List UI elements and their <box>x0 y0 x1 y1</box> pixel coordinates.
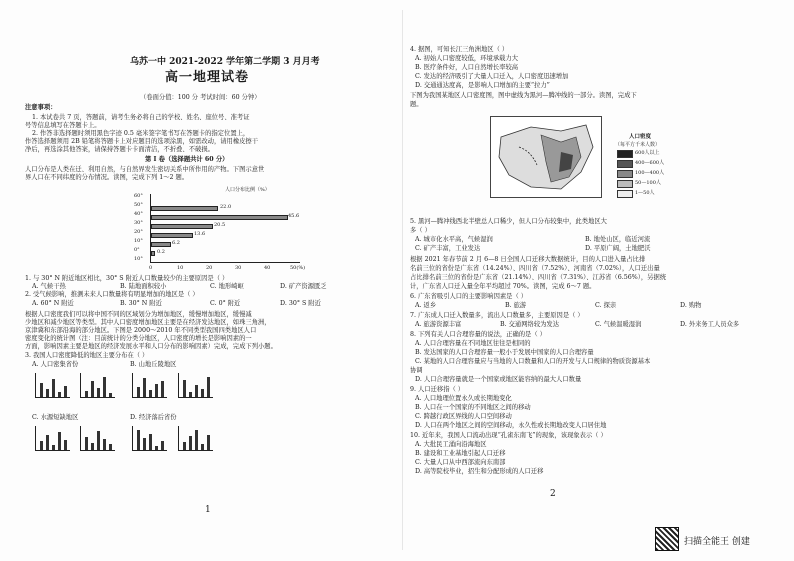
chart-ytick: 60° <box>134 193 143 199</box>
question-6: 6. 广东省吸引人口的主要影响因素是（ ） <box>410 293 528 300</box>
q1-option-a: A. 气候干热 <box>32 283 66 290</box>
chart-value-label: 45.6 <box>288 213 300 219</box>
chart-ytick: 40° <box>134 211 143 217</box>
question-8: 8. 下列有关人口合理容量的说法，正确的是（ ） <box>410 331 546 338</box>
legend-label: 1—50人 <box>635 190 655 196</box>
school-title: 乌苏一中 2021-2022 学年第二学期 3 月月考 <box>130 57 320 67</box>
paragraph-line: 方面，影响因素主要是地区的经济发展水平和人口分布的影响因素）完成，完成下列小题。 <box>25 343 277 350</box>
q5-option-c: C. 矿产丰富，工业发达 <box>415 245 481 252</box>
q9-option-a: A. 人口地理位置永久或长期地变化 <box>415 395 512 402</box>
question-2: 2. 受气候影响，推测未来人口数量将有明显增加的地区是（ ） <box>25 291 199 298</box>
q5-option-d: D. 平原广阔，土地肥沃 <box>585 245 651 252</box>
q8-option-a: A. 人口合理容量在不同地区往往是相同的 <box>415 340 531 347</box>
mini-chart-d2 <box>178 426 213 451</box>
chart-xtick: 50(%) <box>290 265 306 271</box>
chart-value-label: 0.2 <box>157 249 165 255</box>
question-9: 9. 人口迁移指（ ） <box>410 386 465 393</box>
map-legend <box>615 133 690 203</box>
q9-option-d: D. 人口在两个地区之间的空间移动，永久性或长期地改变人口居住地 <box>415 422 607 429</box>
mini-chart-a <box>35 373 70 398</box>
paragraph-line: 名前三位的省份是广东省（14.24%）、四川省（7.52%）、河南省（7.02%），人口迁出量 <box>410 265 660 272</box>
exam-info: （卷面分值：100 分 考试时间：60 分钟） <box>140 94 261 101</box>
q8-option-d: D. 人口合理容量就是一个国家或地区能容纳的最大人口数量 <box>415 376 582 383</box>
chart-xtick: 40 <box>264 265 271 271</box>
q1-option-c: C. 地形崎岖 <box>210 283 244 290</box>
q10-option-d: D. 高等院校毕业，招生和分配形成的人口迁移 <box>415 468 544 475</box>
chart-value-label: 22.0 <box>220 204 232 210</box>
chart-bar <box>151 224 213 229</box>
q7-option-b: B. 交通网络较为发达 <box>500 321 560 328</box>
q10-option-a: A. 大批民工涌向沿海地区 <box>415 441 487 448</box>
mini-chart-c <box>35 426 70 451</box>
page-number-right: 2 <box>550 489 556 499</box>
q3-option-a: A. 人口密集省份 <box>32 361 79 368</box>
legend-swatch <box>617 190 633 198</box>
question-7: 7. 广东成人口迁入数量多，流出人口数量多，主要原因是（ ） <box>410 312 584 319</box>
chart-bar <box>151 251 155 256</box>
q2-option-b: B. 30° N 附近 <box>120 300 162 307</box>
note-line: 1. 本试卷共 7 页，答题前，请考生务必将自己的学校、姓名、座位号、准考证 <box>32 114 250 121</box>
chart-xtick: 30 <box>235 265 242 271</box>
intro-5: 下图为我国某地区人口密度图，图中虚线为黑河—腾冲线的一部分。读图，完成下 <box>410 92 637 99</box>
chart-bar <box>151 242 171 247</box>
legend-swatch <box>617 150 633 158</box>
q3-option-b: B. 山地丘陵地区 <box>130 361 177 368</box>
chart-xtick: 20 <box>206 265 213 271</box>
page-number-left: 1 <box>205 505 211 515</box>
chart-axis-x <box>150 262 300 263</box>
q5-option-a: A. 城市化水平高，气候湿润 <box>415 236 493 243</box>
chart-ytick: 0° <box>134 247 140 253</box>
q4-option-d: D. 交通通达度高，是影响人口增加的主要“拉力” <box>415 82 550 89</box>
q4-option-c: C. 发达的经济吸引了大量人口迁入，人口密度迅速增加 <box>415 73 569 80</box>
q4-option-a: A. 初始人口密度较低，环境承载力大 <box>415 55 519 62</box>
chart-bar <box>151 215 288 220</box>
qr-code-icon <box>655 527 679 551</box>
q6-option-d: D. 购物 <box>680 302 702 309</box>
legend-unit: （每平方千米人数） <box>615 142 661 148</box>
chart-ytick: 10° <box>134 238 143 244</box>
paragraph-line: 计，广东省人口迁入量全年平均超过 70%。读图，完成 6～7 题。 <box>410 283 596 290</box>
legend-label: 100—400人 <box>635 170 665 176</box>
chart-ytick: 10° <box>134 256 143 262</box>
q9-option-b: B. 人口在一个国家的不同地区之间的移动 <box>415 404 531 411</box>
q2-option-c: C. 0° 附近 <box>210 300 241 307</box>
q10-option-c: C. 大量人口从中西部流向东南部 <box>415 459 506 466</box>
question-5b: 多（ ） <box>410 227 431 234</box>
intro-line: 界人口在不同纬度的分布情况。读图，完成下列 1～2 题。 <box>25 174 189 181</box>
paragraph-line: 少地区和减少地区等类型。其中人口密度增加地区主要是在经济发达地区，如珠三角洲， <box>25 319 271 326</box>
legend-label: 600人以上 <box>635 150 660 156</box>
q9-option-c: C. 跨越行政区界线的人口空间移动 <box>415 413 512 420</box>
q8-option-c-cont: 协调 <box>410 367 423 374</box>
q2-option-d: D. 30° S 附近 <box>280 300 321 307</box>
section-heading: 第 I 卷（选择题共计 60 分） <box>145 156 229 163</box>
chart-value-label: 6.2 <box>172 240 180 246</box>
chart-bar <box>151 233 193 238</box>
question-3: 3. 我国人口密度降低的地区主要分布在（ ） <box>25 352 149 359</box>
q5-option-b: B. 地处山区，临近河流 <box>585 236 651 243</box>
q1-option-b: B. 陆地面积较小 <box>120 283 167 290</box>
q6-option-a: A. 返乡 <box>415 302 437 309</box>
q3-option-d: D. 经济落后省份 <box>130 414 177 421</box>
q2-option-a: A. 60° N 附近 <box>32 300 74 307</box>
latitude-population-chart <box>130 186 315 272</box>
legend-swatch <box>617 180 633 188</box>
question-4: 4. 据图，可知长江三角洲地区（ ） <box>410 46 509 53</box>
paragraph-line: 根据 2021 年春节前 2 月 6—8 日全国人口迁移大数据统计，目的人口进入量占比排 <box>410 256 646 263</box>
chart-xtick: 10 <box>177 265 184 271</box>
legend-swatch <box>617 160 633 168</box>
legend-swatch <box>617 170 633 178</box>
note-line: 2. 作答非选择题时须用黑色字迹 0.5 毫米签字笔书写在答题卡的指定位置上， <box>32 130 250 137</box>
note-line: 作答选择题须用 2B 铅笔将答题卡上对应题目的选项涂黑，如需改动，请用橡皮擦干 <box>25 138 259 145</box>
q3-option-c: C. 水源短缺地区 <box>32 414 79 421</box>
q1-option-d: D. 矿产资源匮乏 <box>280 283 327 290</box>
question-10: 10. 近年来，我国人口流动出现“孔雀东南飞”的现象，该现象表示（ ） <box>410 432 607 439</box>
paragraph-line: 京津冀和东部沿海的部分地区。下图是 2000～2010 年不同类型我国四类地区人口 <box>25 327 257 334</box>
chart-ytick: 20° <box>134 229 143 235</box>
right-page <box>410 18 780 543</box>
paragraph-line: 密度变化的统计图（注：目前统计的分类分地区，人口密度的增长是影响因素的一 <box>25 335 252 342</box>
chart-title: 人口分布比例（%） <box>225 187 270 193</box>
q4-option-b: B. 医疗条件好，人口自然增长率较高 <box>415 64 519 71</box>
scanner-watermark: 扫描全能王 创建 <box>684 537 750 547</box>
chart-bar <box>151 206 218 211</box>
note-line: 号等信息填写在答题卡上。 <box>25 122 101 129</box>
legend-label: 50—100人 <box>635 180 661 186</box>
mini-chart-b <box>132 373 167 398</box>
left-page <box>20 18 395 543</box>
question-1: 1. 与 30° N 附近地区相比，30° S 附近人口数量较少的主要原因是（ ） <box>25 275 229 282</box>
chart-value-label: 20.5 <box>214 222 226 228</box>
mini-chart-a2 <box>80 373 115 398</box>
chart-ytick: 30° <box>134 220 143 226</box>
intro-5b: 题。 <box>410 101 423 108</box>
q8-option-b: B. 发达国家的人口合理容量一般小于发展中国家的人口合理容量 <box>415 349 594 356</box>
chart-xtick: 0 <box>149 265 153 271</box>
q8-option-c: C. 某地的人口合理容量应与当地的人口数量和人口的开发与人口规律的物质资源基本 <box>415 358 651 365</box>
intro-line: 人口分布是人类在迁、利用自然，与自然界发生密切关系中所作用的产物。下图示意世 <box>25 166 265 173</box>
paragraph-line: 根据人口密度我们可以将中国不同的区域划分为增加地区，缓慢增加地区，缓慢减 <box>25 311 252 318</box>
legend-title: 人口密度 <box>629 134 652 140</box>
question-5: 5. 黑河—腾冲线西北半壁总人口稀少，但人口分布较集中，此类地区大 <box>410 218 607 225</box>
legend-label: 400—600人 <box>635 160 665 166</box>
q10-option-b: B. 建设和工业基地引起人口迁移 <box>415 450 506 457</box>
q6-option-b: B. 旅游 <box>505 302 527 309</box>
page-divider <box>402 10 403 550</box>
mini-chart-c2 <box>80 426 115 451</box>
chart-ytick: 50° <box>134 202 143 208</box>
q7-option-c: C. 气候温暖湿润 <box>595 321 642 328</box>
map-drawing <box>491 117 601 197</box>
notes-heading: 注意事项： <box>25 104 57 111</box>
chart-value-label: 13.6 <box>194 231 206 237</box>
q7-option-d: D. 外来务工人员众多 <box>680 321 740 328</box>
q7-option-a: A. 旅游资源丰富 <box>415 321 462 328</box>
mini-chart-b2 <box>178 373 213 398</box>
exam-title: 高一地理试卷 <box>165 70 250 85</box>
population-density-map <box>490 116 602 198</box>
mini-chart-d <box>132 426 167 451</box>
paragraph-line: 占比排名前三位的省份是广东省（21.14%）、四川省（7.31%）、江苏省（6.56%），另据统 <box>410 274 667 281</box>
note-line: 净后，再选涂其他答案，请保持答题卡卡面清洁，不折叠、不破损。 <box>25 146 214 153</box>
q6-option-c: C. 探亲 <box>595 302 617 309</box>
